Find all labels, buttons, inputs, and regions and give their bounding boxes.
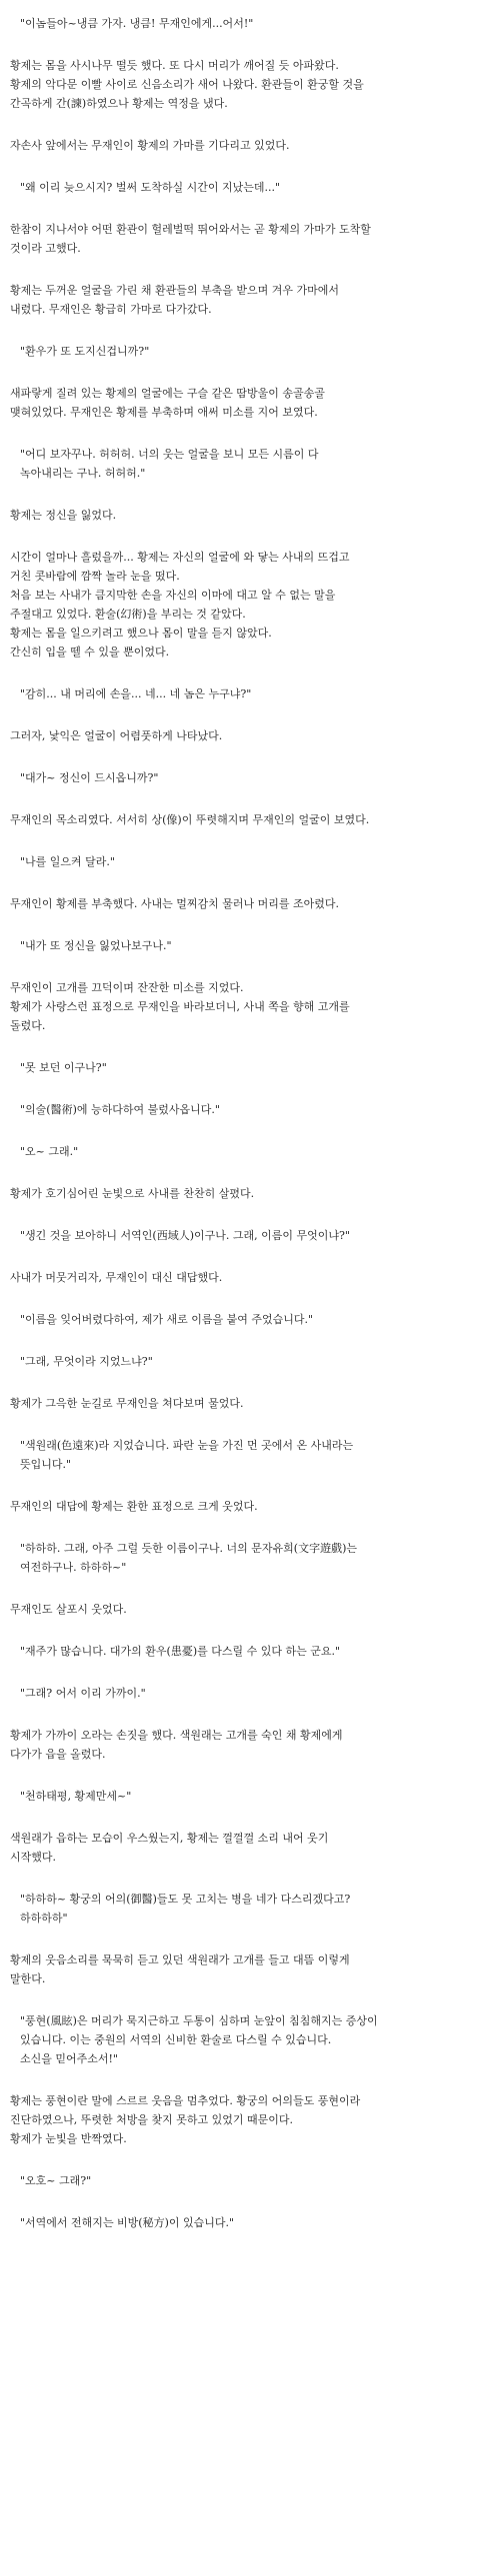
narration-paragraph: 무재인의 대답에 황제는 환한 표정으로 크게 웃었다. — [10, 1500, 258, 1513]
dialogue-line: "내가 또 정신을 잃었나보구나." — [20, 939, 172, 952]
dialogue-line: "오호~ 그래?" — [20, 2174, 92, 2187]
narration-paragraph: 황제가 호기심어린 눈빛으로 사내를 찬찬히 살폈다. — [10, 1187, 255, 1200]
dialogue-line: "서역에서 전해지는 비방(秘方)이 있습니다." — [20, 2216, 235, 2229]
dialogue-line: "왜 이리 늦으시지? 벌써 도착하실 시간이 지났는데..." — [20, 181, 281, 194]
narration-paragraph: 황제는 몸을 사시나무 떨듯 했다. 또 다시 머리가 깨어질 듯 아파왔다. 황제의 악다문 이빨 사이로 신음소리가 새어 나왔다. 환관들이 환궁할 것을 간곡하게 간(諫)하였으나 황제는 역정을 냈다. — [10, 59, 364, 110]
narration-paragraph: 황제의 웃음소리를 묵묵히 듣고 있던 색원래가 고개를 들고 대뜸 이렇게 말한다. — [10, 1953, 350, 1985]
narration-paragraph: 무재인이 고개를 끄덕이며 잔잔한 미소를 지었다. 황제가 사랑스런 표정으로 무재인을 바라보더니, 사내 쪽을 향해 고개를 돌렸다. — [10, 981, 350, 1032]
dialogue-line: "그래? 어서 이리 가까이." — [20, 1687, 146, 1700]
dialogue-line: "오~ 그래." — [20, 1145, 79, 1158]
narration-paragraph: 새파랗게 질려 있는 황제의 얼굴에는 구슬 같은 땀방울이 송골송골 맺혀있었다. 무재인은 황제를 부축하며 애써 미소를 지어 보였다. — [10, 387, 325, 419]
narration-paragraph: 무재인도 살포시 웃었다. — [10, 1603, 127, 1616]
narration-paragraph: 색원래가 읍하는 모습이 우스웠는지, 황제는 껄껄껄 소리 내어 웃기 시작했다. — [10, 1832, 329, 1864]
dialogue-line: "색원래(色遠來)라 지었습니다. 파란 눈을 가진 먼 곳에서 온 사내라는 뜻입니다." — [20, 1439, 354, 1471]
narration-paragraph: 황제는 정신을 잃었다. — [10, 509, 117, 522]
narration-paragraph: 사내가 머뭇거리자, 무재인이 대신 대답했다. — [10, 1271, 223, 1284]
dialogue-line: "재주가 많습니다. 대가의 환우(患憂)를 다스릴 수 있다 하는 군요." — [20, 1645, 341, 1658]
narration-paragraph: 황제는 풍현이란 말에 스르르 웃음을 멈추었다. 황궁의 어의들도 풍현이라 진단하였으나, 뚜렷한 처방을 찾지 못하고 있었기 때문이다. 황제가 눈빛을 반짝였다. — [10, 2094, 361, 2145]
narration-paragraph: 황제는 두꺼운 얼굴을 가린 채 환관들의 부축을 받으며 겨우 가마에서 내렸다. 무재인은 황급히 가마로 다가갔다. — [10, 284, 339, 316]
narration-paragraph: 황제가 가까이 오라는 손짓을 했다. 색원래는 고개를 숙인 채 황제에게 다가가 읍을 올렸다. — [10, 1729, 343, 1761]
dialogue-line: "못 보던 이구나?" — [20, 1061, 107, 1074]
dialogue-line: "어디 보자꾸나. 허허허. 너의 웃는 얼굴을 보니 모든 시름이 다 녹아내리는 구나. 허허허." — [20, 448, 319, 480]
dialogue-line: "그래, 무엇이라 지었느냐?" — [20, 1355, 153, 1368]
dialogue-line: "감히... 내 머리에 손을... 네... 네 놈은 누구냐?" — [20, 687, 252, 700]
dialogue-line: "하하하. 그래, 아주 그럴 듯한 이름이구나. 너의 문자유희(文字遊戲)는 여전하구나. 하하하~" — [20, 1542, 358, 1574]
dialogue-line: "이놈들아~냉큼 가자. 냉큼! 무재인에게...어서!" — [20, 17, 254, 30]
dialogue-line: "의술(醫術)에 능하다하여 불렀사옵니다." — [20, 1103, 220, 1116]
dialogue-line: "환우가 또 도지신겁니까?" — [20, 345, 150, 358]
dialogue-line: "천하태평, 황제만세~" — [20, 1790, 132, 1803]
narration-paragraph: 무재인의 목소리였다. 서서히 상(像)이 뚜렷해지며 무재인의 얼굴이 보였다. — [10, 813, 370, 826]
narration-paragraph: 한참이 지나서야 어떤 환관이 헐레벌떡 뛰어와서는 곧 황제의 가마가 도착할 것이라 고했다. — [10, 223, 371, 255]
narration-paragraph: 자손사 앞에서는 무재인이 황제의 가마를 기다리고 있었다. — [10, 139, 290, 152]
dialogue-line: "생긴 것을 보아하니 서역인(西域人)이구나. 그래, 이름이 무엇이냐?" — [20, 1229, 350, 1242]
dialogue-line: "풍현(風眩)은 머리가 묵지근하고 두통이 심하며 눈앞이 침침해지는 증상이 있습니다. 이는 중원의 서역의 신비한 환술로 다스릴 수 있습니다. 소신을 믿어주소서!" — [20, 2014, 378, 2065]
dialogue-line: "이름을 잊어버렸다하여, 제가 새로 이름을 붙여 주었습니다." — [20, 1313, 314, 1326]
dialogue-line: "대가~ 정신이 드시옵니까?" — [20, 771, 159, 784]
dialogue-line: "나를 일으켜 달라." — [20, 855, 115, 868]
narration-paragraph: 무재인이 황제를 부축했다. 사내는 멀찌감치 물러나 머리를 조아렸다. — [10, 897, 339, 910]
narration-paragraph: 시간이 얼마나 흘렀을까... 황제는 자신의 얼굴에 와 닿는 사내의 뜨겁고 거친 콧바람에 깜짝 놀라 눈을 떴다. 처음 보는 사내가 큼지막한 손을 자신의 이마에 대고 알 수 없는 말을 주절대고 있었다. 환술(幻術)을 부리는 것 같았다. 황제는 몸을 일으키려고 했으나 몸이 말을 듣지 않았다. 간신히 입을 뗄 수 있을 뿐이었다. — [10, 551, 350, 658]
narration-paragraph: 그러자, 낯익은 얼굴이 어렴풋하게 나타났다. — [10, 729, 223, 742]
narration-paragraph: 황제가 그윽한 눈길로 무재인을 쳐다보며 물었다. — [10, 1397, 244, 1410]
dialogue-line: "하하하~ 황궁의 어의(御醫)들도 못 고치는 병을 네가 다스리겠다고? 하하하하" — [20, 1893, 351, 1925]
story-body — [10, 14, 490, 2232]
